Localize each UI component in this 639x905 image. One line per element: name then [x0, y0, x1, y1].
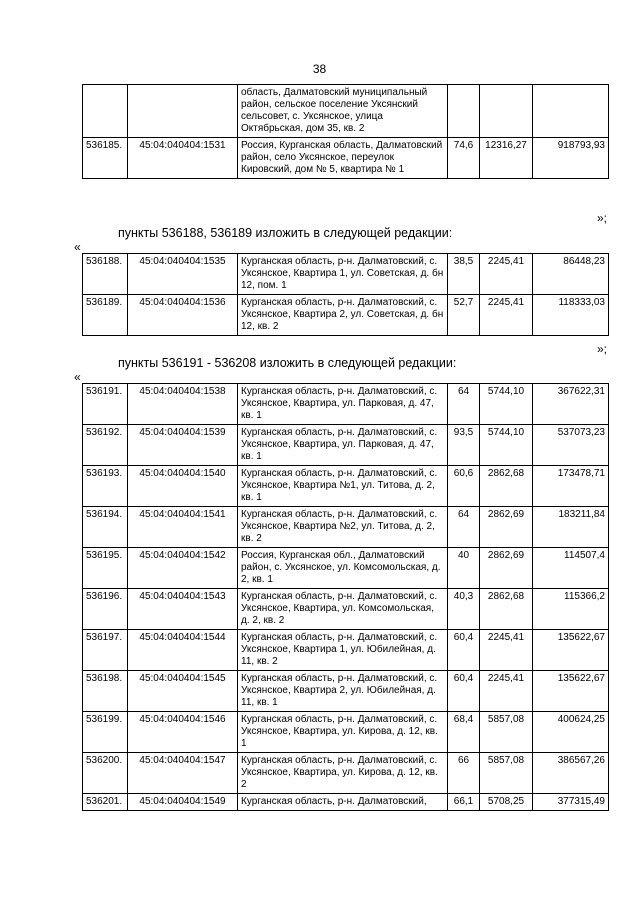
cell-unit-value: 2862,69 [480, 548, 533, 589]
cell-address: Россия, Курганская обл., Далматовский район, с. Уксянское, ул. Комсомольская, д. 2, кв. 1 [238, 548, 448, 589]
cell-unit-value: 2862,68 [480, 589, 533, 630]
cell-cadastral-number: 45:04:040404:1538 [128, 384, 238, 425]
table-row [83, 630, 609, 671]
cell-area: 60,4 [448, 630, 480, 671]
cell-unit-value: 5744,10 [480, 384, 533, 425]
cell-address: Курганская область, р-н. Далматовский, с. Уксянское, Квартира 2, ул. Советская, д. бн 12, кв. 2 [238, 295, 448, 336]
cell-area: 64 [448, 384, 480, 425]
cell-unit-value: 5744,10 [480, 425, 533, 466]
cell-unit-value: 5857,08 [480, 712, 533, 753]
cell-address: Курганская область, р-н. Далматовский, с. Уксянское, Квартира №1, ул. Титова, д. 2, кв. 1 [238, 466, 448, 507]
cell-number: 536193. [83, 466, 128, 507]
cell-cadastral-value: 386567,26 [533, 753, 609, 794]
cell-address: Россия, Курганская область, Далматовский район, село Уксянское, переулок Кировский, дом № 5, квартира № 1 [238, 138, 448, 179]
table-row [83, 138, 609, 179]
cell-number: 536198. [83, 671, 128, 712]
cell-unit-value: 2245,41 [480, 630, 533, 671]
table-row [83, 794, 609, 811]
cell-unit-value: 2862,68 [480, 466, 533, 507]
table-536191-536208 [82, 383, 609, 811]
cell-address: Курганская область, р-н. Далматовский, с. Уксянское, Квартира, ул. Парковая, д. 47, кв. 1 [238, 425, 448, 466]
cell-cadastral-value: 400624,25 [533, 712, 609, 753]
table-row [83, 254, 609, 295]
cell-area: 64 [448, 507, 480, 548]
cell-cadastral-value: 115366,2 [533, 589, 609, 630]
cell-address: область, Далматовский муниципальный район, сельское поселение Уксянский сельсовет, с. Уксянское, улица Октябрьская, дом 35, кв. 2 [238, 85, 448, 138]
table-row [83, 589, 609, 630]
cell-cadastral-value: 86448,23 [533, 254, 609, 295]
cell-cadastral-number [128, 85, 238, 138]
cell-area: 93,5 [448, 425, 480, 466]
opening-quote: « [74, 370, 81, 384]
cell-area: 52,7 [448, 295, 480, 336]
table-row [83, 753, 609, 794]
cell-number: 536191. [83, 384, 128, 425]
cell-cadastral-number: 45:04:040404:1546 [128, 712, 238, 753]
cell-address: Курганская область, р-н. Далматовский, с. Уксянское, Квартира №2, ул. Титова, д. 2, кв. 2 [238, 507, 448, 548]
table-row [83, 671, 609, 712]
cell-unit-value: 5857,08 [480, 753, 533, 794]
cell-unit-value: 2245,41 [480, 671, 533, 712]
cell-area: 60,6 [448, 466, 480, 507]
table-row [83, 384, 609, 425]
table-row [83, 712, 609, 753]
cell-cadastral-number: 45:04:040404:1541 [128, 507, 238, 548]
cell-cadastral-number: 45:04:040404:1543 [128, 589, 238, 630]
cell-cadastral-value: 118333,03 [533, 295, 609, 336]
cell-address: Курганская область, р-н. Далматовский, с. Уксянское, Квартира 2, ул. Юбилейная, д. 11, кв. 1 [238, 671, 448, 712]
cell-cadastral-value: 367622,31 [533, 384, 609, 425]
cell-number: 536195. [83, 548, 128, 589]
cell-number: 536194. [83, 507, 128, 548]
cell-cadastral-value: 114507,4 [533, 548, 609, 589]
cell-area: 74,6 [448, 138, 480, 179]
cell-area: 66,1 [448, 794, 480, 811]
cell-number: 536189. [83, 295, 128, 336]
cell-cadastral-value: 537073,23 [533, 425, 609, 466]
cell-address: Курганская область, р-н. Далматовский, [238, 794, 448, 811]
amendment-paragraph: пункты 536191 - 536208 изложить в следующей редакции: [118, 356, 457, 370]
cell-address: Курганская область, р-н. Далматовский, с. Уксянское, Квартира, ул. Парковая, д. 47, кв. 1 [238, 384, 448, 425]
table-continued [82, 84, 609, 179]
cell-cadastral-number: 45:04:040404:1536 [128, 295, 238, 336]
cell-area [448, 85, 480, 138]
cell-area: 66 [448, 753, 480, 794]
cell-cadastral-number: 45:04:040404:1544 [128, 630, 238, 671]
cell-area: 40 [448, 548, 480, 589]
cell-cadastral-value [533, 85, 609, 138]
cell-address: Курганская область, р-н. Далматовский, с. Уксянское, Квартира 1, ул. Юбилейная, д. 11, кв. 2 [238, 630, 448, 671]
cell-number: 536201. [83, 794, 128, 811]
cell-address: Курганская область, р-н. Далматовский, с. Уксянское, Квартира, ул. Кирова, д. 12, кв. 1 [238, 712, 448, 753]
cell-cadastral-number: 45:04:040404:1539 [128, 425, 238, 466]
cell-area: 40,3 [448, 589, 480, 630]
cell-cadastral-value: 173478,71 [533, 466, 609, 507]
cell-cadastral-number: 45:04:040404:1542 [128, 548, 238, 589]
cell-cadastral-value: 135622,67 [533, 630, 609, 671]
cell-cadastral-number: 45:04:040404:1545 [128, 671, 238, 712]
cell-number: 536199. [83, 712, 128, 753]
cell-number: 536188. [83, 254, 128, 295]
cell-number: 536192. [83, 425, 128, 466]
cell-cadastral-number: 45:04:040404:1531 [128, 138, 238, 179]
cell-unit-value: 12316,27 [480, 138, 533, 179]
cell-unit-value [480, 85, 533, 138]
cell-cadastral-number: 45:04:040404:1549 [128, 794, 238, 811]
cell-cadastral-number: 45:04:040404:1547 [128, 753, 238, 794]
cell-area: 68,4 [448, 712, 480, 753]
table-row [83, 295, 609, 336]
table-row [83, 85, 609, 138]
cell-cadastral-value: 183211,84 [533, 507, 609, 548]
cell-area: 60,4 [448, 671, 480, 712]
cell-number: 536197. [83, 630, 128, 671]
cell-address: Курганская область, р-н. Далматовский, с. Уксянское, Квартира 1, ул. Советская, д. бн 12, пом. 1 [238, 254, 448, 295]
cell-unit-value: 2862,69 [480, 507, 533, 548]
opening-quote: « [74, 240, 81, 254]
table-row [83, 548, 609, 589]
cell-number: 536200. [83, 753, 128, 794]
cell-unit-value: 2245,41 [480, 295, 533, 336]
table-row [83, 425, 609, 466]
cell-cadastral-value: 377315,49 [533, 794, 609, 811]
cell-address: Курганская область, р-н. Далматовский, с. Уксянское, Квартира, ул. Кирова, д. 12, кв. 2 [238, 753, 448, 794]
closing-quote: »; [597, 342, 608, 356]
page-number: 38 [312, 62, 327, 76]
cell-address: Курганская область, р-н. Далматовский, с. Уксянское, Квартира, ул. Комсомольская, д. 2, кв. 2 [238, 589, 448, 630]
cell-cadastral-value: 135622,67 [533, 671, 609, 712]
closing-quote: »; [597, 211, 608, 225]
table-536188-536189 [82, 253, 609, 336]
cell-cadastral-value: 918793,93 [533, 138, 609, 179]
cell-area: 38,5 [448, 254, 480, 295]
cell-cadastral-number: 45:04:040404:1535 [128, 254, 238, 295]
amendment-paragraph: пункты 536188, 536189 изложить в следующей редакции: [118, 226, 453, 240]
cell-cadastral-number: 45:04:040404:1540 [128, 466, 238, 507]
table-row [83, 466, 609, 507]
cell-number: 536196. [83, 589, 128, 630]
cell-unit-value: 5708,25 [480, 794, 533, 811]
table-row [83, 507, 609, 548]
cell-number [83, 85, 128, 138]
cell-unit-value: 2245,41 [480, 254, 533, 295]
cell-number: 536185. [83, 138, 128, 179]
